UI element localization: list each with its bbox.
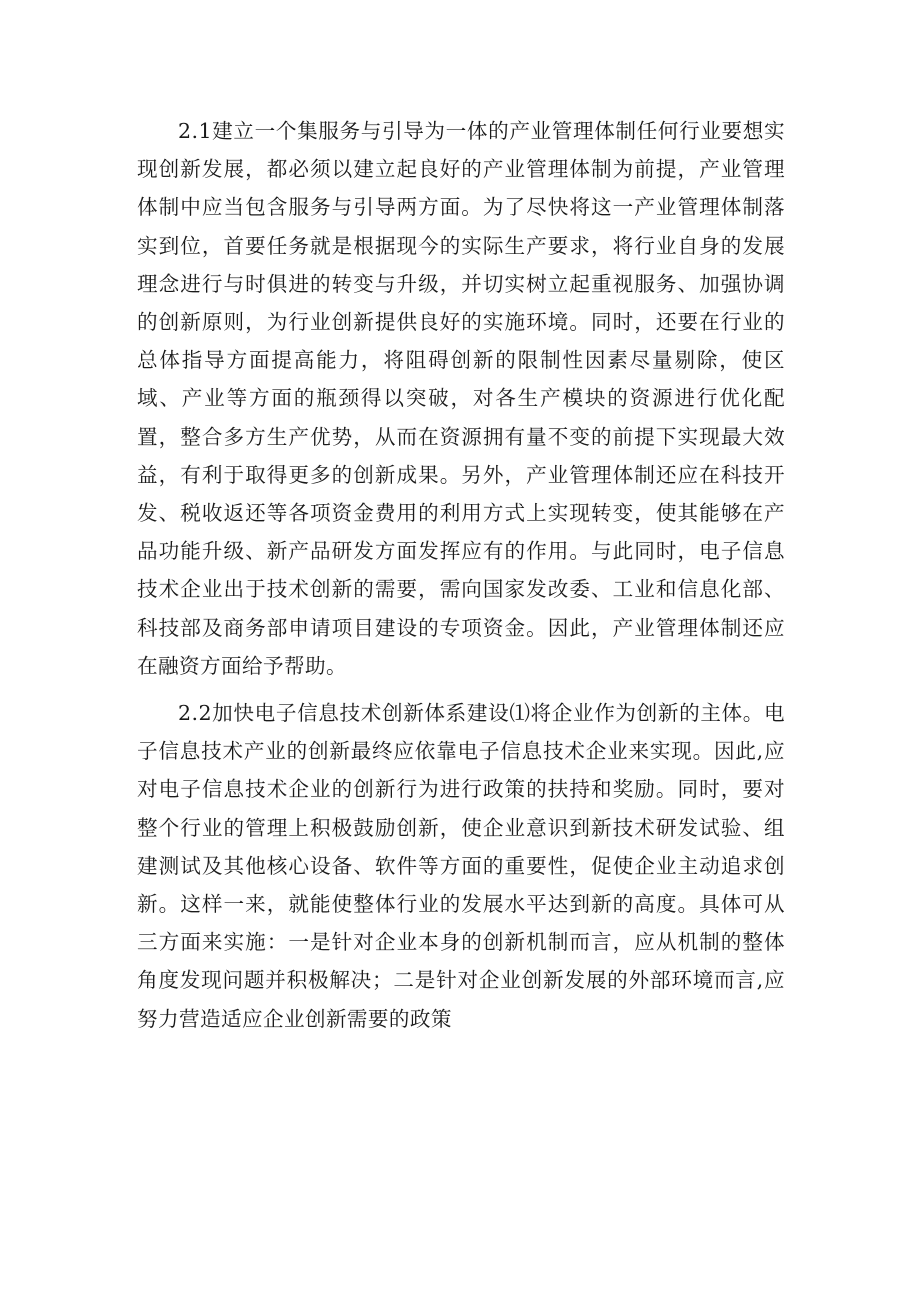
paragraph-2-2: 2.2加快电子信息技术创新体系建设⑴将企业作为创新的主体。电子信息技术产业的创新最终应依靠电子信息技术企业来实现。因此,应对电子信息技术企业的创新行为进行政策的扶持和奖励。同时，要对整个行业的管理上积极鼓励创新，使企业意识到新技术研发试验、组建测试及其他核心设备、软件等方面的重要性，促使企业主动追求创新。这样一来，就能使整体行业的发展水平达到新的高度。具体可从三方面来实施：一是针对企业本身的创新机制而言，应从机制的整体角度发现问题并积极解决；二是针对企业创新发展的外部环境而言,应努力营造适应企业创新需要的政策 xyxy=(137,701,785,1031)
paragraph-2-1: 2.1建立一个集服务与引导为一体的产业管理体制任何行业要想实现创新发展，都必须以建立起良好的产业管理体制为前提，产业管理体制中应当包含服务与引导两方面。为了尽快将这一产业管理体制落实到位，首要任务就是根据现今的实际生产要求，将行业自身的发展理念进行与时俱进的转变与升级，并切实树立起重视服务、加强协调的创新原则，为行业创新提供良好的实施环境。同时，还要在行业的总体指导方面提高能力，将阻碍创新的限制性因素尽量剔除，使区域、产业等方面的瓶颈得以突破，对各生产模块的资源进行优化配置，整合多方生产优势，从而在资源拥有量不变的前提下实现最大效益，有利于取得更多的创新成果。另外，产业管理体制还应在科技开发、税收返还等各项资金费用的利用方式上实现转变，使其能够在产品功能升级、新产品研发方面发挥应有的作用。与此同时，电子信息技术企业出于技术创新的需要，需向国家发改委、工业和信息化部、科技部及商务部申请项目建设的专项资金。因此，产业管理体制还应在融资方面给予帮助。 xyxy=(137,119,785,678)
document-body xyxy=(137,112,785,1038)
